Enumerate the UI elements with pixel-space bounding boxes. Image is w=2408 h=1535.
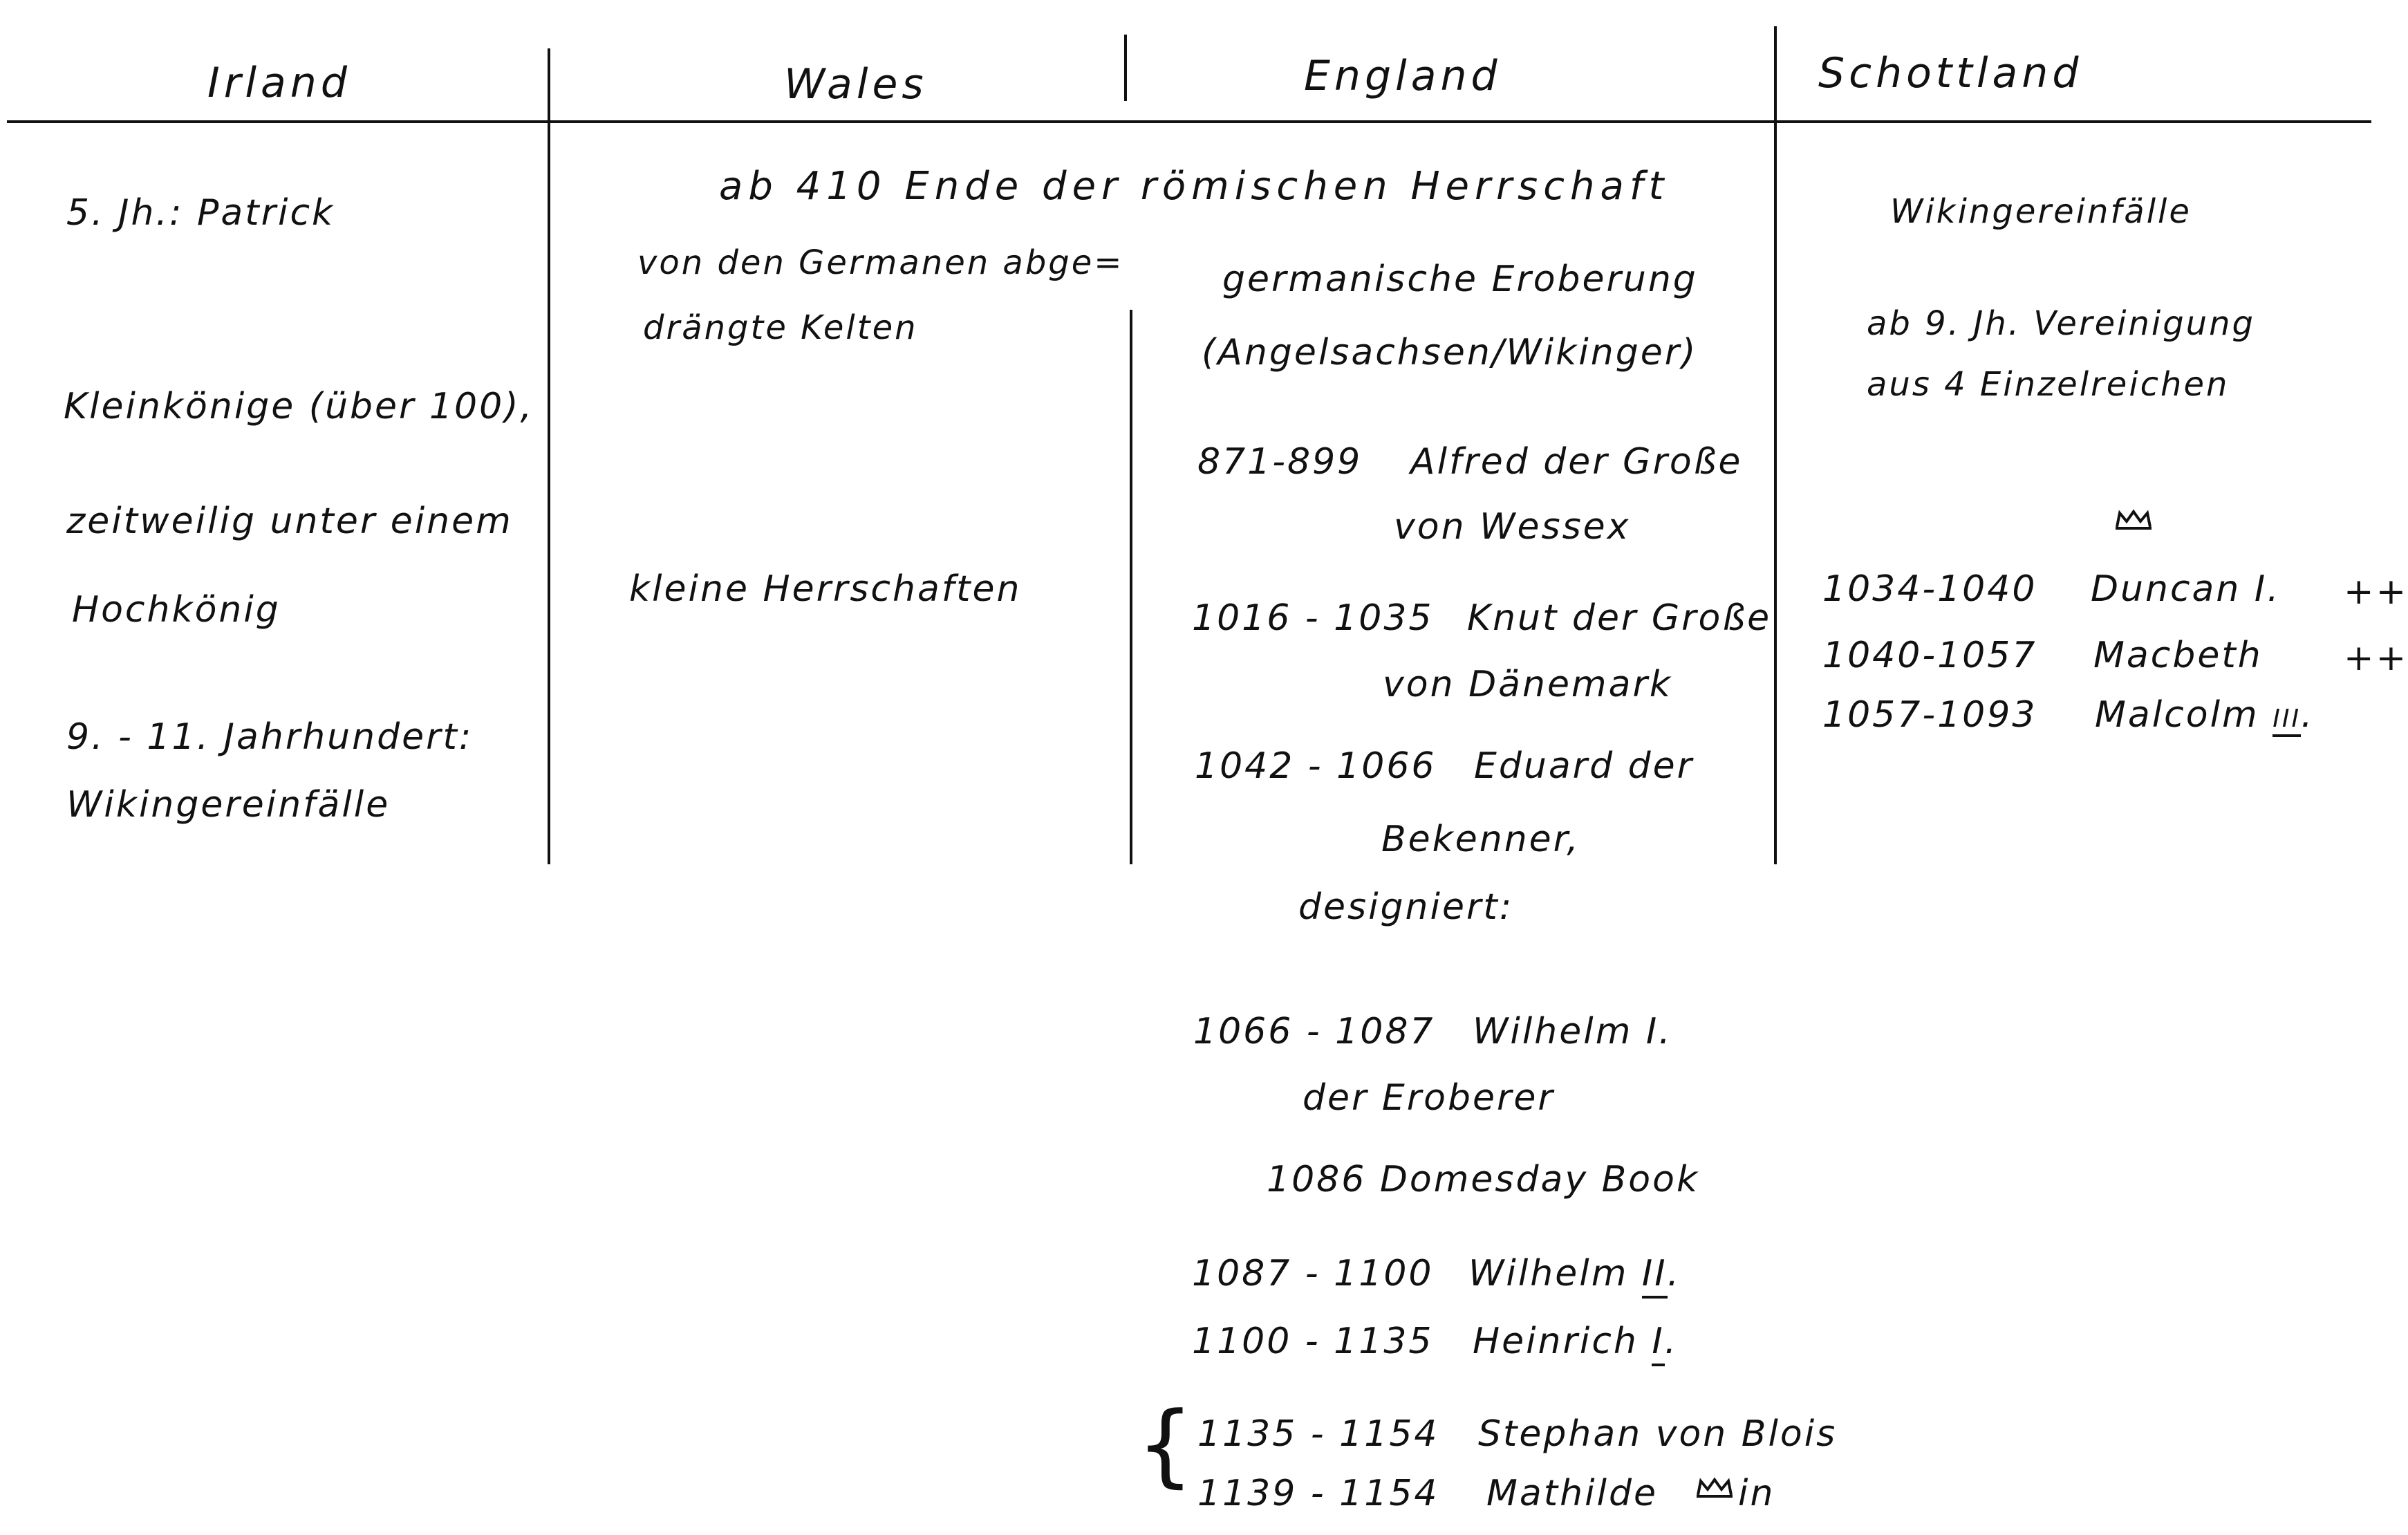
header-england: England (1304, 52, 1502, 100)
schottland-king-mark: ++ (2344, 571, 2408, 613)
schottland-king-name (2095, 694, 2315, 736)
schottland-wikinger: Wikingereinfälle (1890, 192, 2192, 231)
irland-zeitweilig: zeitweilig unter einem (66, 501, 513, 542)
england-knut-place: von Dänemark (1383, 664, 1672, 705)
divider-england-schottland (1774, 26, 1777, 864)
irland-jahrhundert: 9. - 11. Jahrhundert: (66, 716, 474, 758)
roman-end-line: ab 410 Ende der römischen Herrschaft (719, 164, 1670, 209)
header-rule (7, 120, 2371, 123)
schottland-einzelreiche: aus 4 Einzelreichen (1867, 365, 2230, 404)
schottland-king-label: Malcolm (2095, 694, 2259, 736)
schottland-king-years: 1057-1093 (1822, 694, 2037, 736)
england-alfred-years: 871-899 (1197, 441, 1363, 483)
irland-kleinkoenige: Kleinkönige (über 100), (64, 386, 534, 427)
schottland-king-mark: . (2301, 694, 2315, 736)
england-stephan-years: 1135 - 1154 (1197, 1413, 1439, 1455)
schottland-king-years: 1034-1040 (1822, 568, 2037, 610)
schottland-king-years: 1040-1057 (1822, 635, 2037, 676)
header-schottland: Schottland (1818, 49, 2083, 97)
schottland-king-name: Macbeth (2093, 635, 2263, 676)
england-wilhelm2-ordinal: II (1642, 1253, 1668, 1299)
england-alfred-place: von Wessex (1394, 506, 1631, 548)
england-knut-years: 1016 - 1035 (1192, 597, 1434, 639)
england-designiert: designiert: (1298, 886, 1514, 928)
england-eduard-name: Eduard der (1474, 745, 1694, 787)
england-eduard-years: 1042 - 1066 (1195, 745, 1437, 787)
wales-line1: von den Germanen abge= (637, 243, 1124, 282)
england-eduard-name2: Bekenner, (1381, 819, 1580, 860)
irland-wikinger: Wikingereinfälle (66, 784, 391, 826)
england-knut-name: Knut der Große (1467, 597, 1772, 639)
england-mathilde-label: Mathilde (1486, 1473, 1658, 1514)
england-wilhelm2-years: 1087 - 1100 (1192, 1253, 1434, 1294)
irland-hochkoenig: Hochkönig (72, 589, 281, 631)
england-heinrich-name: Heinrich I. (1473, 1323, 1678, 1359)
england-eroberung: germanische Eroberung (1222, 259, 1698, 300)
crown-icon (2114, 509, 2153, 530)
england-wilhelm1-title: der Eroberer (1303, 1077, 1555, 1119)
england-heinrich-label: Heinrich (1473, 1321, 1639, 1362)
england-heinrich-ordinal: I (1652, 1321, 1664, 1366)
england-alfred-name: Alfred der Große (1410, 441, 1743, 483)
wales-herrschaften: kleine Herrschaften (629, 568, 1022, 610)
england-angelsachsen: (Angelsachsen/Wikinger) (1202, 332, 1698, 373)
england-wilhelm1-name: Wilhelm I. (1473, 1011, 1672, 1052)
crown-icon (1695, 1477, 1734, 1498)
england-wilhelm1-years: 1066 - 1087 (1193, 1011, 1435, 1052)
england-wilhelm2-name: Wilhelm II. (1468, 1256, 1681, 1292)
england-mathilde-suffix: in (1738, 1473, 1775, 1514)
header-irland: Irland (207, 59, 351, 107)
divider-wales-england-top (1124, 35, 1127, 101)
schottland-king-name: Duncan I. (2091, 568, 2281, 610)
england-stephan-name: Stephan von Blois (1478, 1413, 1838, 1455)
schottland-king-mark: ++ (2344, 638, 2408, 679)
england-mathilde-years: 1139 - 1154 (1197, 1473, 1439, 1514)
header-wales: Wales (784, 60, 928, 109)
schottland-king-ordinal: III (2272, 705, 2301, 737)
schottland-vereinigung: ab 9. Jh. Vereinigung (1867, 304, 2255, 343)
england-wilhelm2-label: Wilhelm (1468, 1253, 1629, 1294)
divider-irland-wales (548, 48, 550, 864)
irland-patrick: 5. Jh.: Patrick (66, 192, 335, 234)
england-heinrich-years: 1100 - 1135 (1192, 1321, 1434, 1362)
england-mathilde-name (1486, 1473, 1658, 1514)
divider-wales-england (1130, 310, 1132, 864)
wales-line2: drängte Kelten (643, 308, 918, 347)
england-domesday: 1086 Domesday Book (1267, 1159, 1700, 1200)
brace-icon: { (1137, 1392, 1194, 1497)
